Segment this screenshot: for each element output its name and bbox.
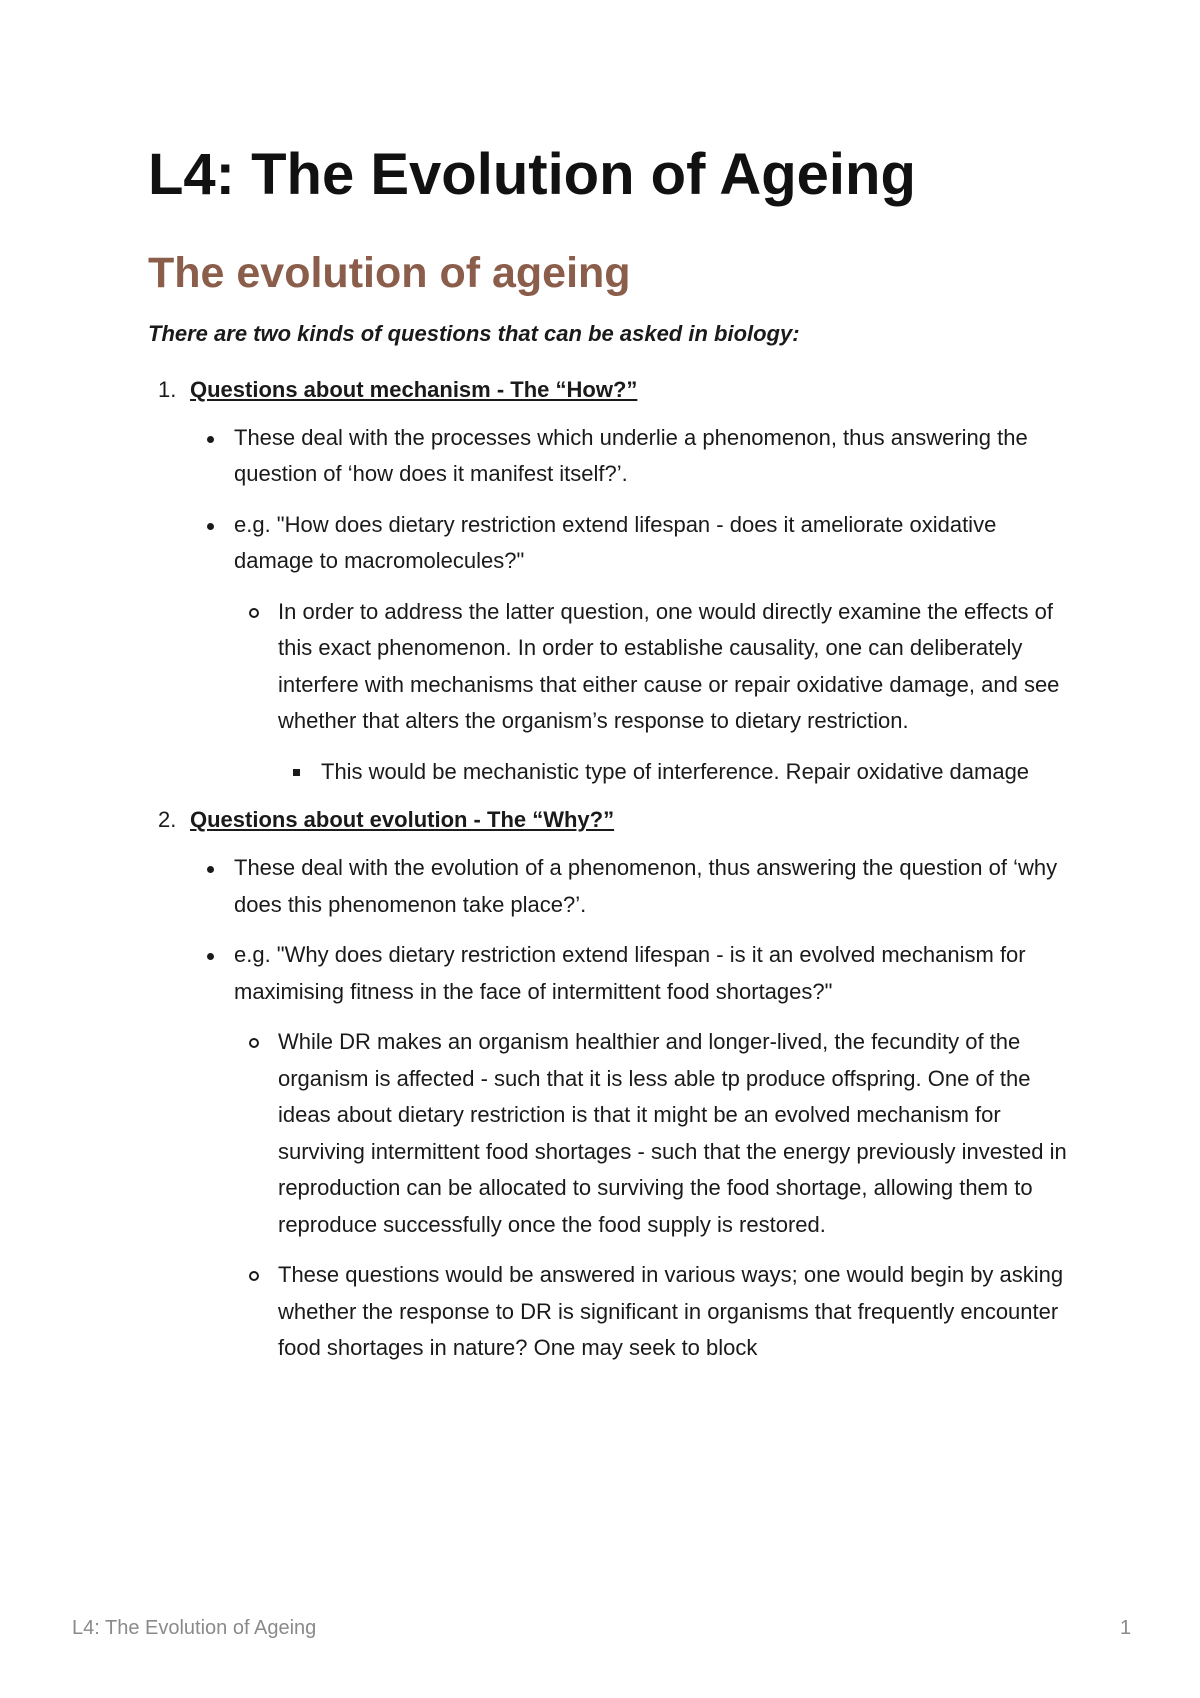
document-body	[148, 140, 1068, 1367]
question-item-1	[148, 372, 1068, 408]
bullet-text: In order to address the latter question, one would directly examine the effects of this exact phenomenon. In order to establishe causality, one can deliberately interfere with mechanisms that either cause or repair oxidative damage, and see whether that alters the organism’s response to dietary restriction.	[278, 598, 1060, 734]
list-number: 2.	[158, 807, 177, 833]
list-item	[148, 937, 1068, 1010]
question-item-2	[148, 802, 1068, 838]
list-item	[148, 1257, 1068, 1367]
hollow-bullet-icon	[249, 608, 259, 618]
bullet-icon	[207, 866, 214, 873]
list-item	[148, 420, 1068, 493]
square-bullet-icon	[293, 769, 300, 776]
list-item	[148, 507, 1068, 580]
document-title: L4: The Evolution of Ageing	[148, 142, 916, 207]
bullet-text: This would be mechanistic type of interference. Repair oxidative damage	[321, 758, 1030, 784]
list-item	[148, 1024, 1068, 1243]
question-heading: Questions about mechanism - The “How?”	[190, 376, 638, 402]
bullet-text: While DR makes an organism healthier and longer-lived, the fecundity of the organism is affected - such that it is less able tp produce offspring. One of the ideas about dietary restriction is that it might be an evolved mechanism for surviving intermittent food shortages - such that the energy previously invested in reproduction can be allocated to surviving the food shortage, allowing them to reproduce successfully once the food supply is restored.	[278, 1029, 1067, 1237]
bullet-icon	[207, 436, 214, 443]
bullet-text: These deal with the processes which underlie a phenomenon, thus answering the question of ‘how does it manifest itself?’.	[234, 424, 1028, 487]
footer-title: L4: The Evolution of Ageing	[72, 1617, 317, 1639]
hollow-bullet-icon	[249, 1271, 259, 1281]
bullet-icon	[207, 953, 214, 960]
bullet-text: These deal with the evolution of a phenomenon, thus answering the question of ‘why does this phenomenon take place?’.	[234, 855, 1058, 917]
bullet-icon	[207, 523, 214, 530]
bullet-text: e.g. "Why does dietary restriction extend lifespan - is it an evolved mechanism for maximising fitness in the face of intermittent food shortages?"	[234, 942, 1026, 1004]
section-heading: The evolution of ageing	[148, 248, 631, 297]
bullet-text: e.g. "How does dietary restriction extend lifespan - does it ameliorate oxidative damage to macromolecules?"	[234, 511, 997, 574]
list-item	[148, 754, 1068, 791]
list-number: 1.	[158, 376, 177, 402]
bullet-text: These questions would be answered in various ways; one would begin by asking whether the response to DR is significant in organisms that frequently encounter food shortages in nature? One may seek to block	[278, 1262, 1064, 1361]
intro-text: There are two kinds of questions that can be asked in biology:	[148, 321, 800, 347]
page-number: 1	[1120, 1617, 1132, 1639]
list-item	[148, 850, 1068, 923]
hollow-bullet-icon	[249, 1038, 259, 1048]
list-item	[148, 594, 1068, 740]
question-heading: Questions about evolution - The “Why?”	[190, 807, 615, 833]
